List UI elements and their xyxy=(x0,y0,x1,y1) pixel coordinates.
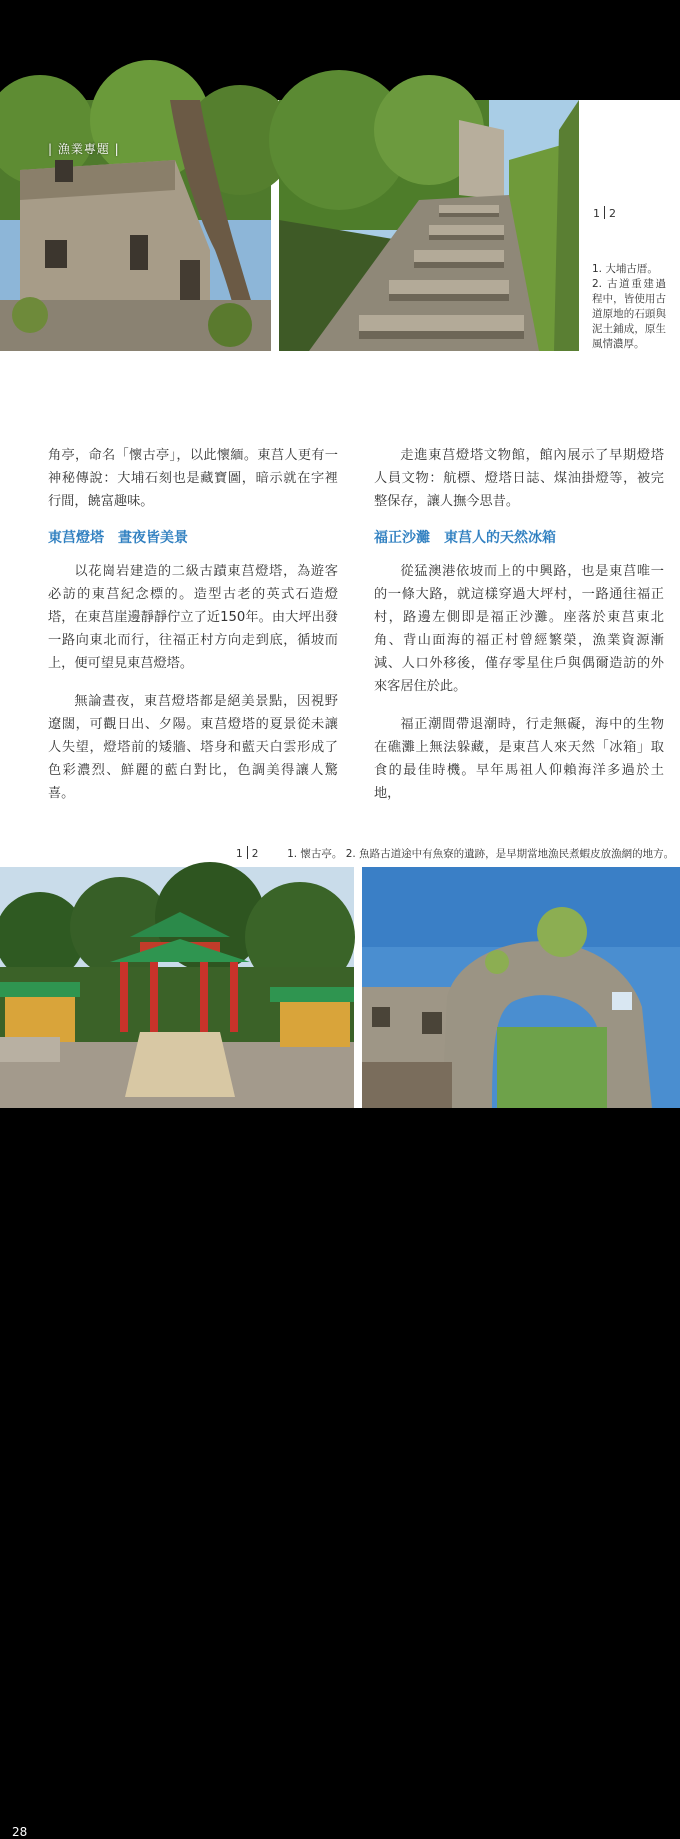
left-paragraph-2: 無論晝夜，東莒燈塔都是絕美景點，因視野遼闊，可觀日出、夕陽。東莒燈塔的夏景從未讓人失望，燈塔前的矮牆、塔身和藍天白雲形成了色彩濃烈、鮮麗的藍白對比，色調美得讓人驚喜。 xyxy=(48,694,338,801)
magazine-page xyxy=(0,100,680,1839)
bottom-caption-num-1: 1 xyxy=(236,848,243,860)
right-paragraph-2: 福正潮間帶退潮時，行走無礙，海中的生物在礁灘上無法躲藏，是東莒人來天然「冰箱」取食的最佳時機。早年馬祖人仰賴海洋多過於土地， xyxy=(374,717,664,801)
caption-divider xyxy=(604,206,605,219)
bottom-caption xyxy=(236,846,674,861)
pavilion-photo xyxy=(0,867,354,1839)
old-stone-house-photo xyxy=(0,100,271,351)
stone-arch-ruin-photo xyxy=(362,867,680,1108)
left-intro-paragraph: 角亭，命名「懷古亭」，以此懷緬。東莒人更有一神秘傳說：大埔石刻也是藏寶圖，暗示就在字裡行間，饒富趣味。 xyxy=(48,448,338,509)
top-caption-num-2: 2 xyxy=(609,207,616,220)
top-caption-line-2: 2. 古道重建過程中，皆使用古道原地的石頭與泥土鋪成，原生風情濃厚。 xyxy=(592,278,666,350)
caption-divider xyxy=(247,846,248,859)
left-section-heading: 東莒燈塔 晝夜皆美景 xyxy=(48,530,188,546)
stone-stairway-photo xyxy=(279,100,579,351)
right-intro-paragraph: 走進東莒燈塔文物館，館內展示了早期燈塔人員文物：航標、燈塔日誌、煤油掛燈等，被完整保存，讓人撫今思昔。 xyxy=(374,448,664,509)
top-caption-numbers xyxy=(593,206,616,220)
right-section-heading: 福正沙灘 東莒人的天然冰箱 xyxy=(374,530,556,546)
left-column xyxy=(48,444,338,820)
left-paragraph-1: 以花崗岩建造的二級古蹟東莒燈塔，為遊客必訪的東莒紀念標的。造型古老的英式石造燈塔，在東莒崖邊靜靜佇立了近150年。由大坪出發一路向東北而行，往福正村方向走到底，循坡而上，便可望見東莒燈塔。 xyxy=(48,564,338,671)
bottom-caption-num-2: 2 xyxy=(251,848,259,860)
section-tag: | 漁業專題 | xyxy=(48,142,120,156)
top-caption xyxy=(592,262,666,352)
right-paragraph-1: 從猛澳港依坡而上的中興路，也是東莒唯一的一條大路，就這樣穿過大坪村，一路通往福正村，路邊左側即是福正沙灘。座落於東莒東北角、背山面海的福正村曾經繁榮，漁業資源漸減、人口外移後，僅存零星住戶與偶爾造訪的外來客居住於此。 xyxy=(374,564,664,694)
bottom-caption-text: 1. 懷古亭。 2. 魚路古道途中有魚寮的遺跡，是早期當地漁民煮蝦皮放漁網的地方。 xyxy=(287,848,675,860)
right-column xyxy=(374,444,664,820)
top-caption-num-1: 1 xyxy=(593,207,600,220)
top-caption-line-1: 1. 大埔古厝。 xyxy=(592,263,658,275)
page-number: 28 xyxy=(12,1825,28,1839)
